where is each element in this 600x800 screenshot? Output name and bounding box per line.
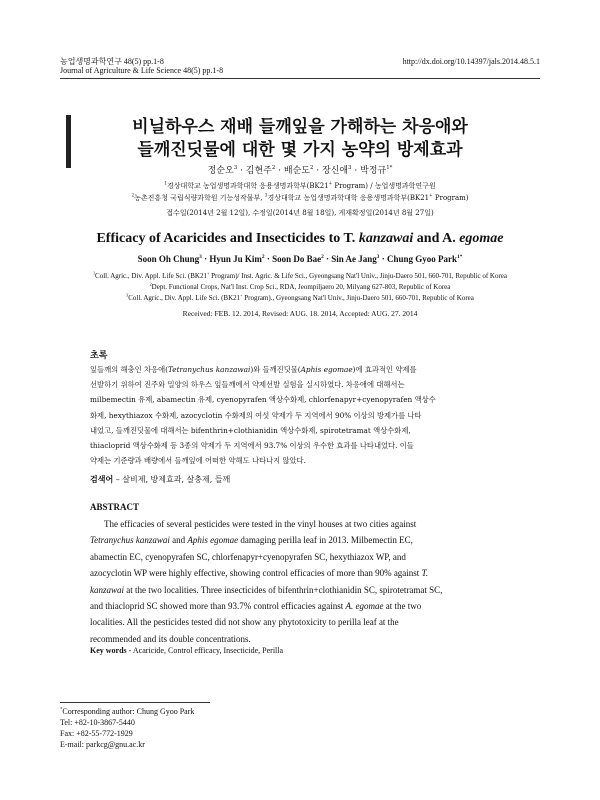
keywords-kr-values: – 살비제, 방제효과, 살충제, 들깨 bbox=[115, 475, 231, 484]
abstract-en-line: localities. All the pesticides tested did not show any phytotoxicity to perilla leaf at the bbox=[90, 617, 399, 628]
abstract-en-line: recommended and its double concentrations. bbox=[90, 633, 251, 644]
authors-kr: 정순오$^3$ · 김현주$^2$ · 배순도$^2$ · 장신애$^3$ · 박정규$^{1*}$ bbox=[207, 165, 393, 176]
doi-link[interactable]: http://dx.doi.org/10.14397/jals.2014.48.5.1 bbox=[402, 57, 540, 66]
abstract-kr-line: 내었고, 들깨진딧물에 대해서는 bifenthrin+clothianidin 액상수화제, spirotetramat 액상수화제, bbox=[90, 425, 411, 435]
title-en: Efficacy of Acaricides and Insecticides to T. kanzawai and A. egomae bbox=[96, 231, 504, 246]
abstract-en-line: azocyclotin WP were highly effective, showing control efficacies of more than 90% against T. bbox=[90, 568, 429, 579]
abstract-en-line: The efficacies of several pesticides were tested in the vinyl houses at two cities against bbox=[104, 519, 417, 529]
abstract-kr-line: milbemectin 유제, abamectin 유제, cyenopyrafen 액상수화제, chlorfenapyr+cyenopyrafen 액상수 bbox=[90, 395, 436, 405]
footnote-rule bbox=[60, 702, 210, 703]
header-rule bbox=[60, 78, 540, 79]
journal-name-kr: 농업생명과학연구 48(5) pp.1-8 bbox=[60, 57, 164, 66]
affiliation-kr-line1: $^1$경상대학교 농업생명과학대학 응용생명과학부(BK21+ Program) / 농업생명과학연구원 bbox=[164, 180, 436, 190]
dates-kr: 접수일(2014년 2월 12일), 수정일(2014년 8월 18일), 게재확정일(2014년 8월 27일) bbox=[166, 209, 434, 217]
affiliation-kr-line2: $^2$농촌진흥청 국립식량과학원 기능성작물부, $^3$경상대학교 농업생명과학대학 응용생명과학부(BK21+ Program) bbox=[131, 192, 469, 202]
keywords-kr-label: 검색어 bbox=[90, 474, 114, 484]
abstract-kr-heading: 초록 bbox=[90, 351, 108, 361]
affiliation-en-line2: $^2$Dept. Functional Crops, Nat'l Inst. Crop Sci., RDA, Jeompiljaero 20, Milyang 627-803, Republic of Korea bbox=[149, 281, 451, 291]
abstract-kr-line: 화제, hexythiazox 수화제, azocyclotin 수화제의 여섯 약제가 두 지역에서 90% 이상의 방제가를 나타 bbox=[90, 410, 422, 420]
abstract-kr-line: 선발하기 위하여 진주와 밀양의 하우스 잎들깨에서 약제선발 실험을 실시하였다. 차응애에 대해서는 bbox=[90, 380, 405, 390]
footnote-fax: Fax: +82-55-772-1929 bbox=[60, 729, 133, 738]
abstract-en-line: Tetranychus kanzawai and Aphis egomae damaging perilla leaf in 2013. Milbemectin EC, bbox=[90, 535, 413, 546]
title-kr-line1: 비닐하우스 재배 들깨잎을 가해하는 차응애와 bbox=[132, 117, 468, 137]
dates-en: Received: FEB. 12. 2014, Revised: AUG. 18. 2014, Accepted: AUG. 27. 2014 bbox=[182, 309, 418, 318]
abstract-kr-line: 잎들깨의 해충인 차응애(Tetranychus kanzawai)와 들깨진딧물(Aphis egomae)에 효과적인 약제를 bbox=[90, 365, 417, 374]
footnote-email[interactable]: E-mail: parkcg@gnu.ac.kr bbox=[60, 740, 145, 749]
journal-name-en: Journal of Agriculture & Life Science 48(5) pp.1-8 bbox=[60, 66, 224, 75]
abstract-en-line: abamectin EC, cyenopyrafen SC, chlorfenapyr+cyenopyrafen SC, hexythiazox WP, and bbox=[90, 551, 406, 562]
abstract-kr-line: 약제는 기준량과 배량에서 들깨잎에 어떠한 약해도 나타나지 않았다. bbox=[90, 456, 306, 466]
abstract-kr-line: thiacloprid 액상수화제 등 3종의 약제가 두 지역에서 93.7% 이상의 우수한 효과를 나타내었다. 이들 bbox=[90, 441, 414, 451]
abstract-en-body bbox=[90, 516, 518, 647]
abstract-en-heading: ABSTRACT bbox=[90, 502, 140, 512]
affiliation-en-line3: $^3$Coll. Agric., Div. Appl. Life Sci. (BK21+ Program)., Gyeongsang Nat'l Univ., Jinju-Daero 501, 660-701, Republic of Korea bbox=[126, 292, 474, 302]
abstract-kr-body bbox=[90, 362, 518, 468]
abstract-en-line: kanzawai at the two localities. Three insecticides of bifenthrin+clothianidin SC, spirotetramat SC, bbox=[90, 584, 443, 595]
footnote-tel: Tel: +82-10-3867-5440 bbox=[60, 718, 135, 727]
title-kr-line2: 들깨진딧물에 대한 몇 가지 농약의 방제효과 bbox=[137, 140, 463, 160]
corresponding-author: *Corresponding author: Chung Gyoo Park bbox=[60, 707, 195, 716]
keywords-kr bbox=[90, 474, 230, 485]
keywords-en-values: - Acaricide, Control efficacy, Insecticide, Perilla bbox=[128, 646, 284, 655]
affiliation-en-line1: $^1$Coll. Agric., Div. Appl. Life Sci. (BK21+ Program)/ Inst. Agric. & Life Sci., Gyeongsang Nat'l Univ., Jinju-Daero 501, 660-701, Republic of Korea bbox=[92, 270, 508, 280]
abstract-en-line: and thiacloprid SC showed more than 93.7% control efficacies against A. egomae at the two bbox=[90, 601, 422, 612]
keywords-en-label: Key words bbox=[90, 646, 127, 655]
authors-en: Soon Oh Chung$^3$ · Hyun Ju Kim$^2$ · Soon Do Bae$^2$ · Sin Ae Jang$^3$ · Chung Gyoo Park$^{1*}$ bbox=[137, 254, 463, 264]
keywords-en bbox=[90, 646, 283, 655]
